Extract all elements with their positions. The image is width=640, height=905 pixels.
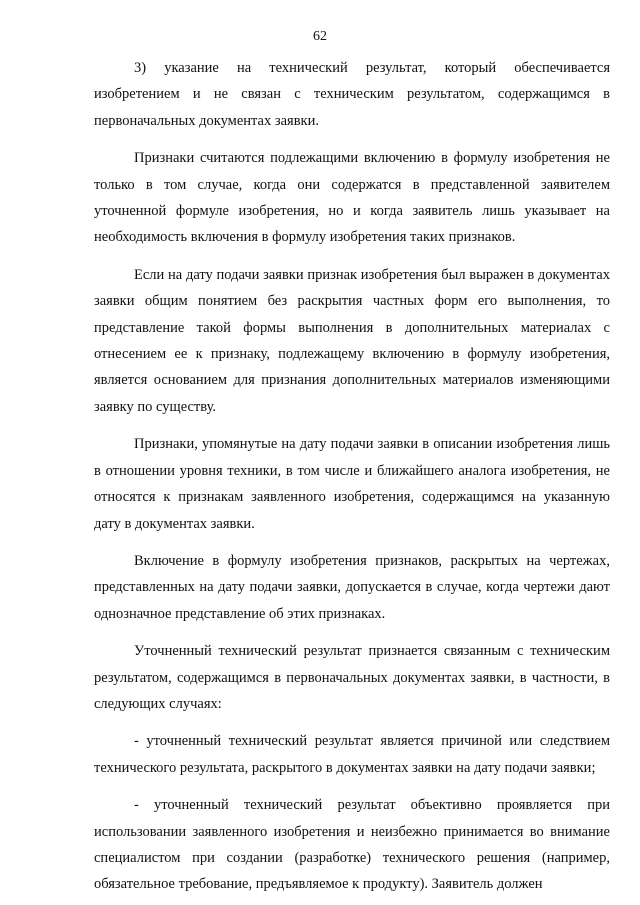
paragraph-general-concept: Если на дату подачи заявки признак изобретения был выражен в документах заявки общим понятием без раскрытия частных форм его выполнения, то представление такой формы выполнения в дополнительных материалах с отнесением ее к признаку, подлежащему включению в формулу изобретения, является основанием для признания дополнительных материалов изменяющими заявку по существу.: [94, 266, 610, 415]
paragraph-technical-result-item-3: 3) указание на технический результат, который обеспечивается изобретением и не связан с техническим результатом, содержащимся в первоначальных документах заявки.: [94, 60, 610, 129]
list-item-cause-or-consequence: - уточненный технический результат является причиной или следствием технического результата, раскрытого в документах заявки на дату подачи заявки;: [94, 733, 610, 776]
page-number: 62: [313, 29, 327, 44]
paragraph-refined-result-intro: Уточненный технический результат признается связанным с техническим результатом, содержащимся в первоначальных документах заявки, в частности, в следующих случаях:: [94, 643, 610, 712]
paragraph-prior-art-features: Признаки, упомянутые на дату подачи заявки в описании изобретения лишь в отношении уровня техники, в том числе и ближайшего аналога изобретения, не относятся к признакам заявленного изобретения, содержащимся на указанную дату в документах заявки.: [94, 436, 610, 532]
paragraph-drawings-features: Включение в формулу изобретения признаков, раскрытых на чертежах, представленных на дату подачи заявки, допускается в случае, когда чертежи дают однозначное представление об этих признаках.: [94, 552, 610, 622]
page-body: [94, 55, 610, 898]
paragraph-features-inclusion: Признаки считаются подлежащими включению в формулу изобретения не только в том случае, когда они содержатся в представленной заявителем уточненной формуле изобретения, но и когда заявитель лишь указывает на необходимость включения в формулу изобретения таких признаков.: [94, 150, 610, 246]
list-item-objective-manifestation: - уточненный технический результат объективно проявляется при использовании заявленного изобретения и неизбежно принимается во внимание специалистом при создании (разработке) технического решения (например, обязательное требование, предъявляемое к продукту). Заявитель должен: [94, 797, 610, 893]
